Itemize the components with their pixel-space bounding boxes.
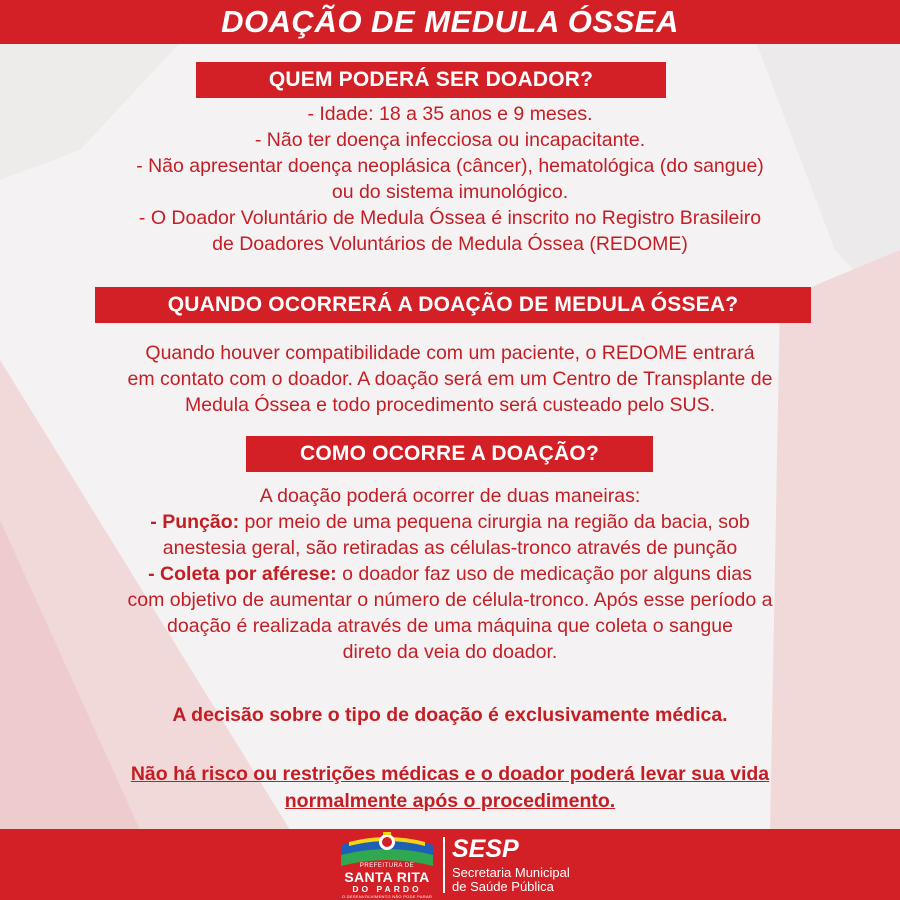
text-line: ou do sistema imunológico. <box>331 181 569 203</box>
section-body-when <box>0 340 900 418</box>
text-line: de Doadores Voluntários de Medula Óssea (REDOME) <box>212 233 688 255</box>
prefeitura-label: PREFEITURA DE <box>359 863 415 869</box>
sesp-subtitle-line: Secretaria Municipal <box>452 865 570 880</box>
risk-note <box>0 761 900 815</box>
text-line: A doação poderá ocorrer de duas maneiras: <box>259 485 641 507</box>
section-title-who: QUEM PODERÁ SER DOADOR? <box>196 62 666 98</box>
text-line <box>0 509 900 535</box>
sesp-subtitle-line: de Saúde Pública <box>452 879 554 894</box>
city-subname: DO PARDO <box>352 884 422 894</box>
puncao-text: por meio de uma pequena cirurgia na região da bacia, sob <box>239 511 750 533</box>
text-line: anestesia geral, são retiradas as células-tronco através de punção <box>162 537 738 559</box>
city-name: SANTA RITA <box>344 869 430 885</box>
text-line: Quando houver compatibilidade com um paciente, o REDOME entrará <box>145 342 755 364</box>
aferese-text: o doador faz uso de medicação por alguns dias <box>336 563 752 585</box>
page-title: DOAÇÃO DE MEDULA ÓSSEA <box>221 4 679 39</box>
footer-bar <box>0 829 900 900</box>
text-line: - Idade: 18 a 35 anos e 9 meses. <box>307 103 593 125</box>
text-line: - Não ter doença infecciosa ou incapacitante. <box>254 129 646 151</box>
section-body-who <box>0 101 900 257</box>
text-line: - Não apresentar doença neoplásica (câncer), hematológica (do sangue) <box>136 155 764 177</box>
text-line: com objetivo de aumentar o número de célula-tronco. Após esse período a <box>127 589 773 611</box>
section-title-when: QUANDO OCORRERÁ A DOAÇÃO DE MEDULA ÓSSEA? <box>95 287 811 323</box>
text-line: - O Doador Voluntário de Medula Óssea é inscrito no Registro Brasileiro <box>138 207 762 229</box>
text-line <box>0 561 900 587</box>
section-body-how <box>0 483 900 665</box>
text-line: Medula Óssea e todo procedimento será custeado pelo SUS. <box>184 394 716 416</box>
aferese-label: - Coleta por aférese: <box>148 563 337 585</box>
text-line: doação é realizada através de uma máquina que coleta o sangue <box>167 615 733 637</box>
risk-line: normalmente após o procedimento. <box>284 790 616 812</box>
footer-divider <box>443 837 445 893</box>
section-title-how: COMO OCORRE A DOAÇÃO? <box>246 436 653 472</box>
decision-note: A decisão sobre o tipo de doação é exclusivamente médica. <box>172 704 728 726</box>
puncao-label: - Punção: <box>150 511 240 533</box>
risk-line: Não há risco ou restrições médicas e o doador poderá levar sua vida <box>130 763 770 785</box>
sesp-logo-text: SESP <box>452 835 519 863</box>
text-line: em contato com o doador. A doação será em um Centro de Transplante de <box>127 368 773 390</box>
header-banner <box>0 0 900 44</box>
text-line: direto da veia do doador. <box>342 641 558 663</box>
city-slogan: O DESENVOLVIMENTO NÃO PODE PARAR <box>341 894 433 899</box>
